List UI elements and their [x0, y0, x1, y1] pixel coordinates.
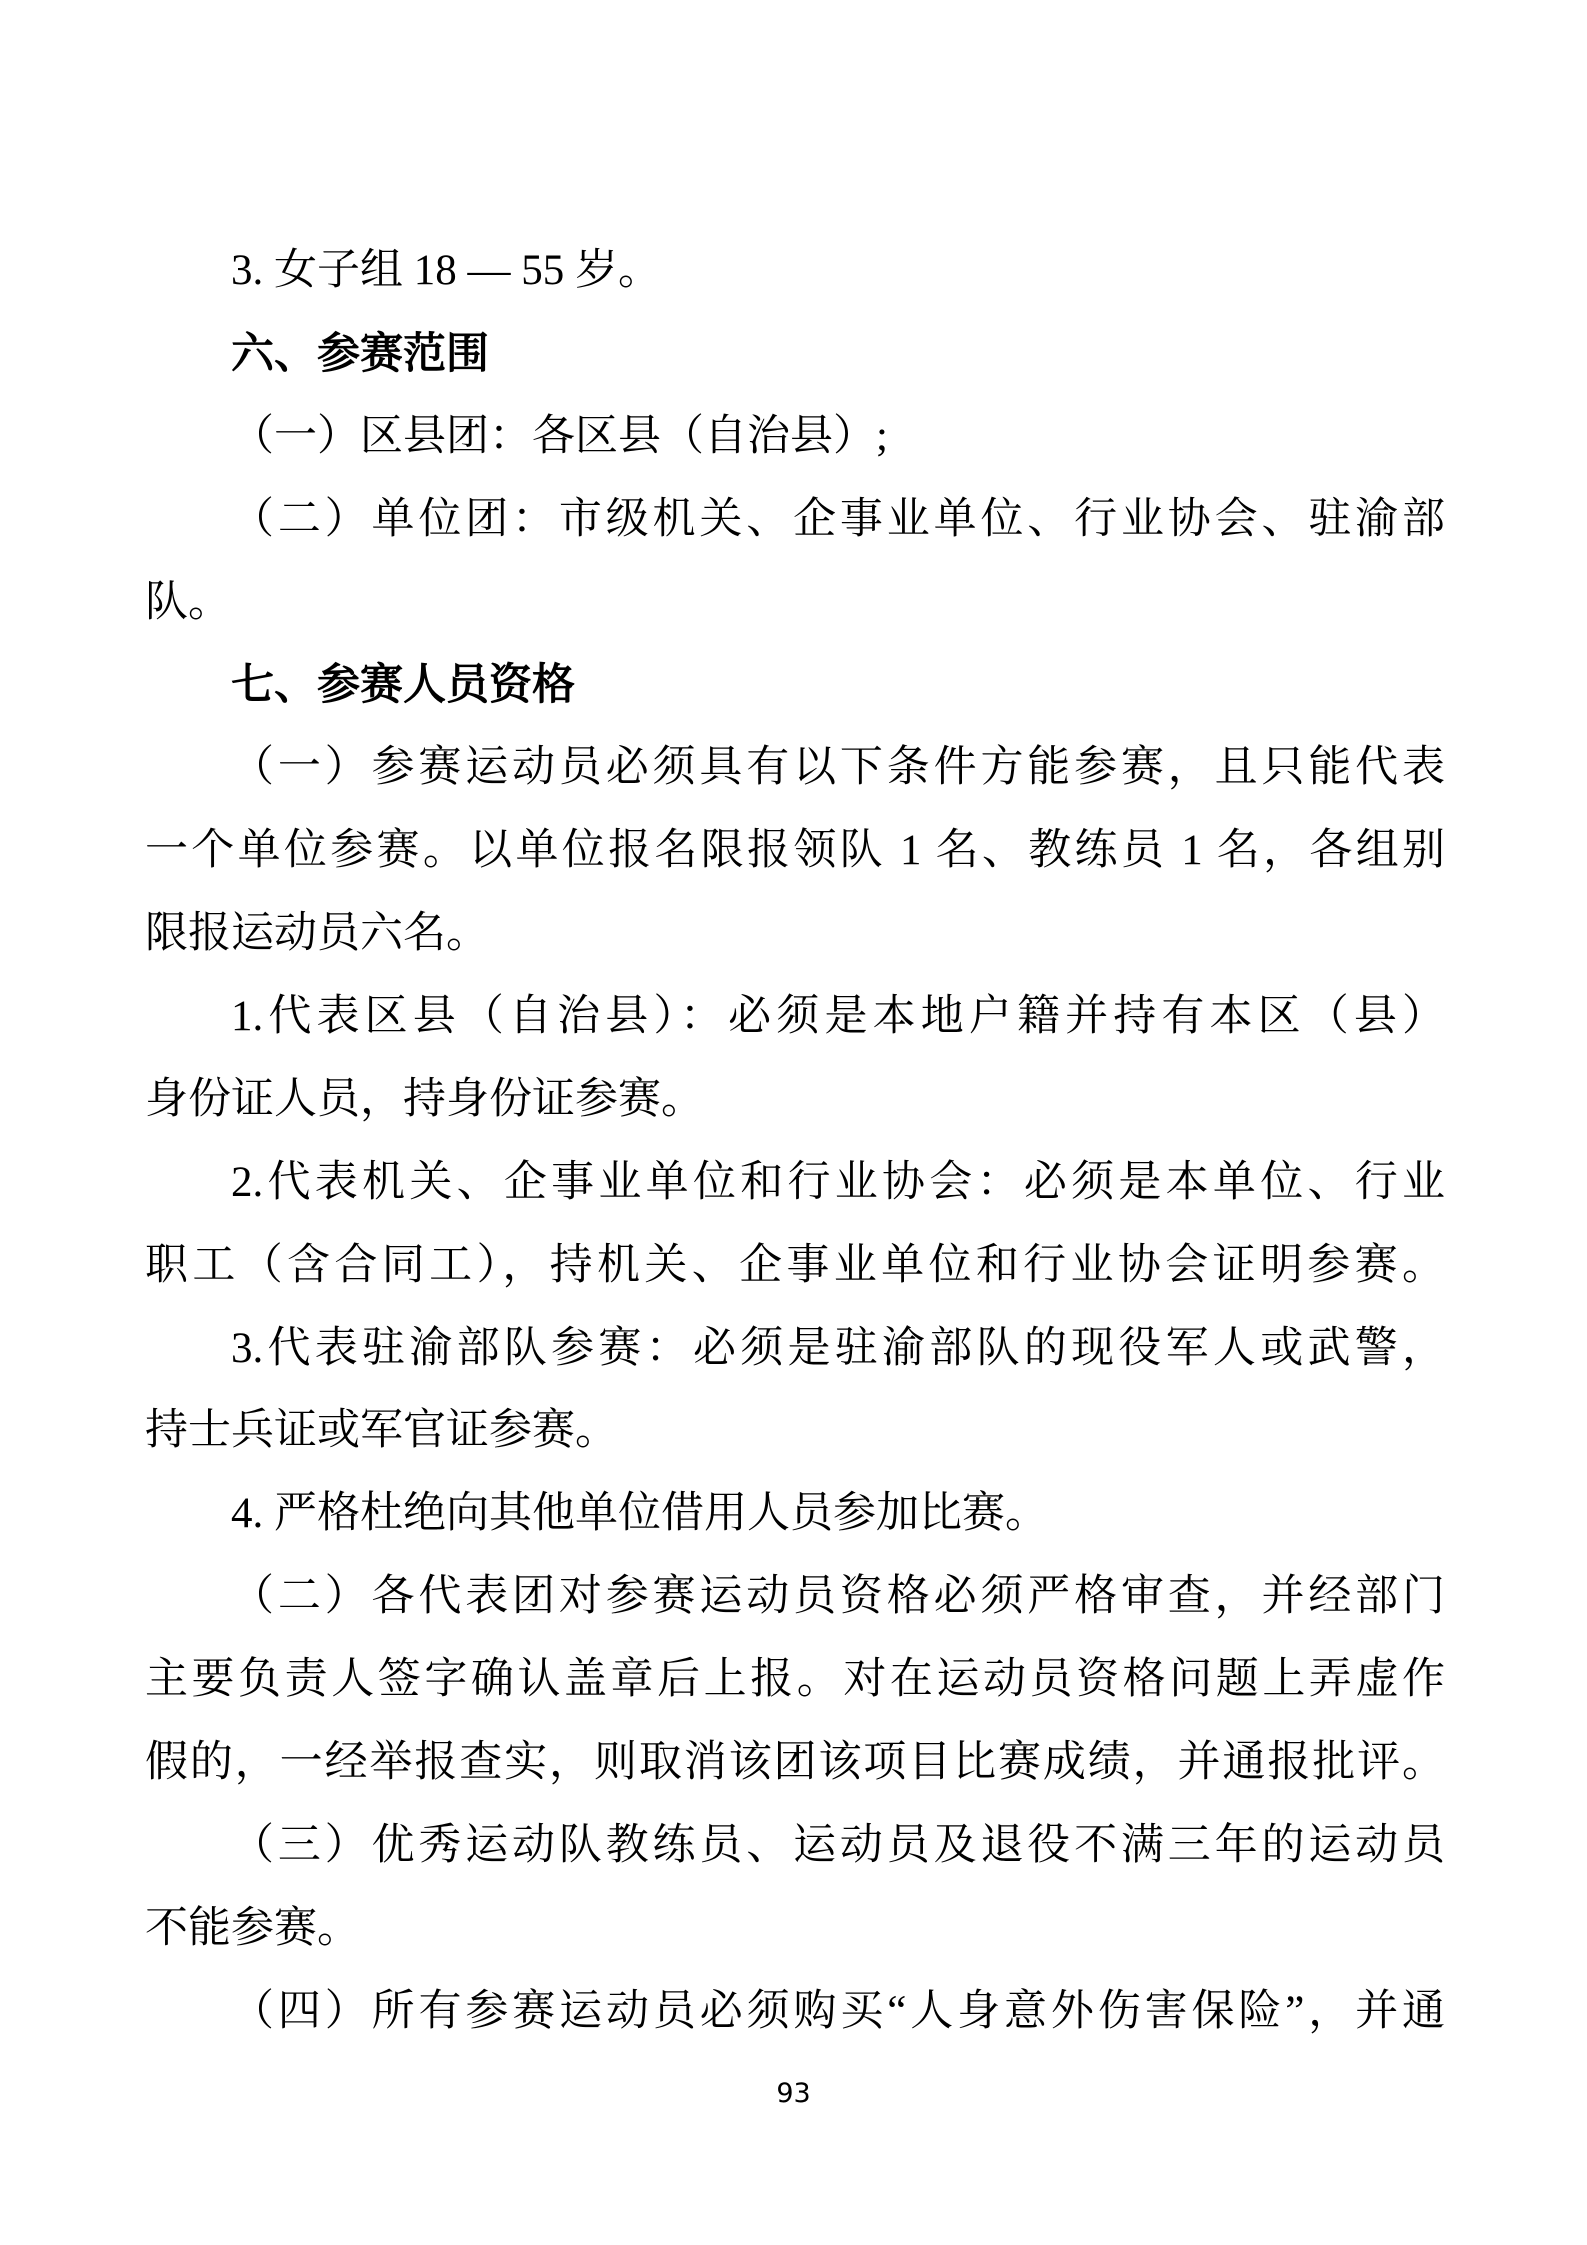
text-line: 不能参赛。 [145, 1904, 360, 1952]
heading-line: 六、参赛范围 [231, 329, 489, 378]
text-line: 持士兵证或军官证参赛。 [145, 1407, 618, 1455]
document-lines [145, 230, 1445, 2054]
text-line: 队。 [145, 578, 231, 626]
text-line: 一个单位参赛。以单位报名限报领队 1 名、教练员 1 名，各组别 [145, 827, 1445, 875]
text-line: 4. 严格杜绝向其他单位借用人员参加比赛。 [231, 1490, 1048, 1538]
text-line: （一）区县团：各区县（自治县）; [231, 412, 888, 460]
text-line: 主要负责人签字确认盖章后上报。对在运动员资格问题上弄虚作 [145, 1656, 1445, 1704]
text-line: （四）所有参赛运动员必须购买“人身意外伤害保险”，并通 [231, 1987, 1445, 2035]
text-line: （一）参赛运动员必须具有以下条件方能参赛，且只能代表 [231, 744, 1445, 792]
text-line: 限报运动员六名。 [145, 910, 489, 958]
heading-line: 七、参赛人员资格 [231, 661, 575, 710]
text-line: 假的，一经举报查实，则取消该团该项目比赛成绩，并通报批评。 [145, 1739, 1445, 1787]
text-line: 职工（含合同工），持机关、企事业单位和行业协会证明参赛。 [145, 1241, 1445, 1289]
text-line: 身份证人员，持身份证参赛。 [145, 1075, 704, 1123]
text-line: （二）单位团：市级机关、企事业单位、行业协会、驻渝部 [231, 495, 1445, 543]
text-line: （三）优秀运动队教练员、运动员及退役不满三年的运动员 [231, 1821, 1445, 1869]
text-line: 3.代表驻渝部队参赛：必须是驻渝部队的现役军人或武警， [231, 1324, 1445, 1372]
text-line: 2.代表机关、企事业单位和行业协会：必须是本单位、行业 [231, 1158, 1445, 1206]
text-line: （二）各代表团对参赛运动员资格必须严格审查，并经部门 [231, 1573, 1445, 1621]
text-line: 1.代表区县（自治县）：必须是本地户籍并持有本区（县） [231, 993, 1445, 1041]
page-number: 93 [776, 2078, 811, 2109]
text-line: 3. 女子组 18 — 55 岁。 [231, 247, 661, 294]
